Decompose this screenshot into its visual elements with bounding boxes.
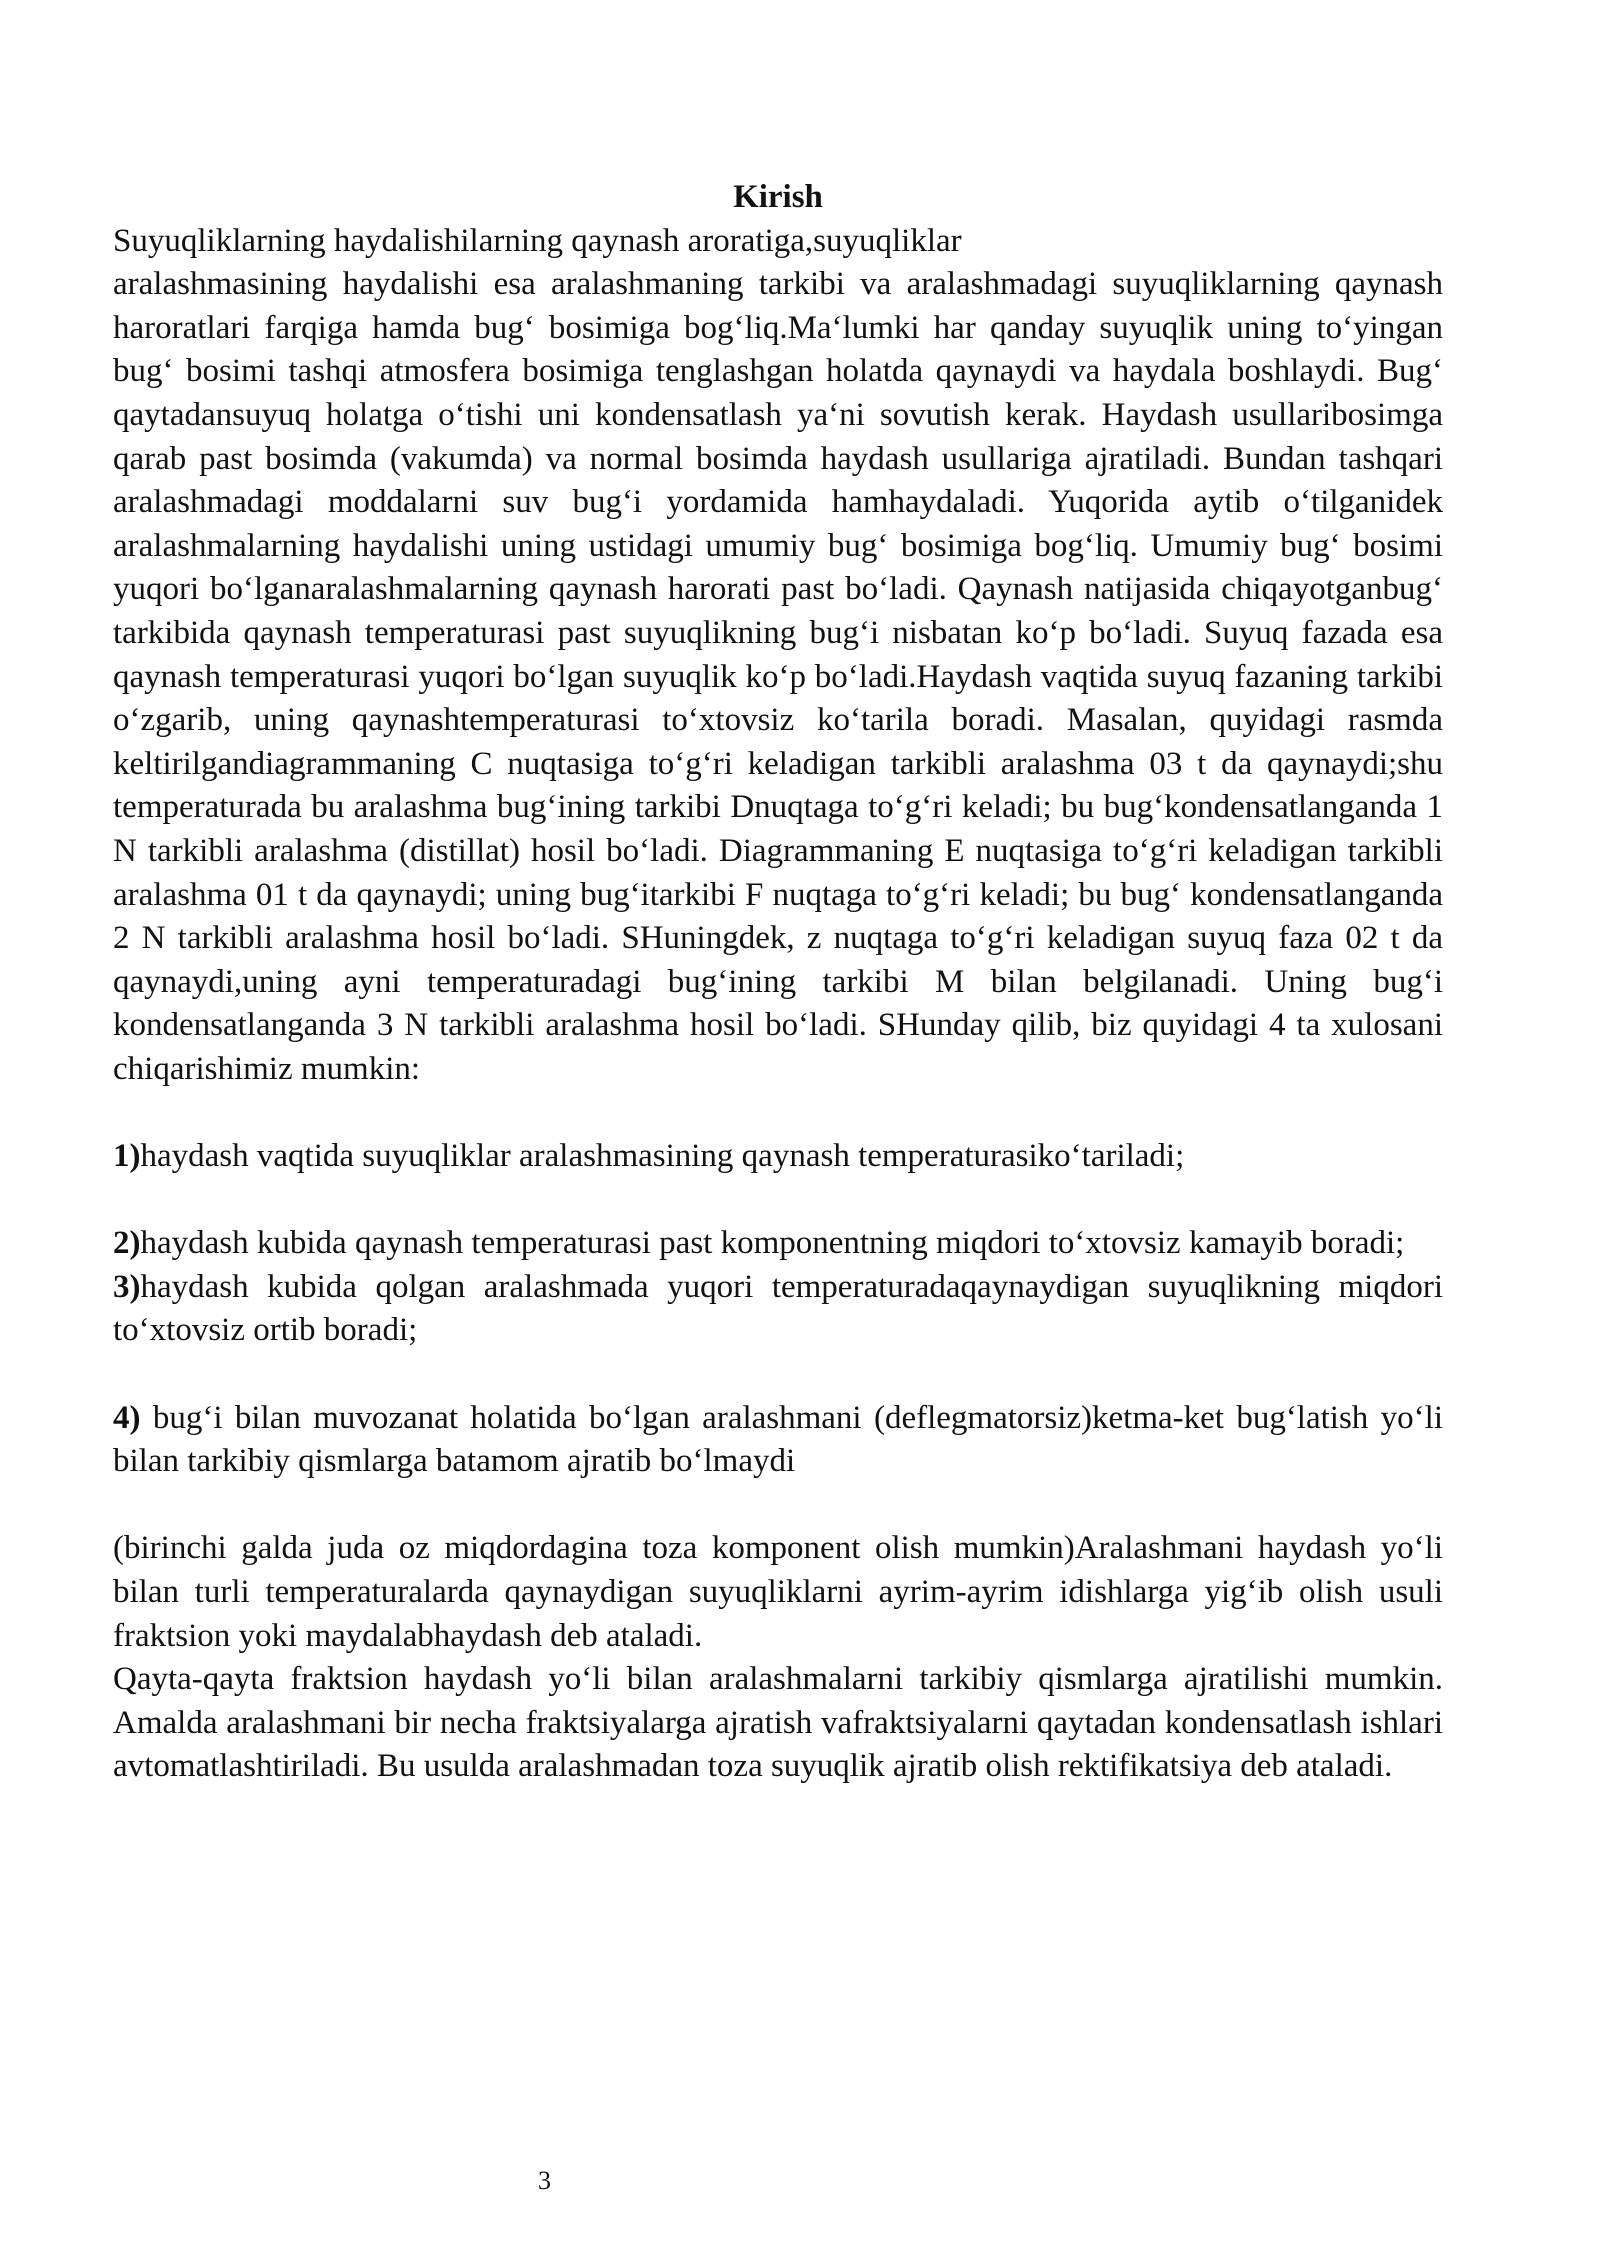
list-text: haydash vaqtida suyuqliklar aralashmasining qaynash temperaturasiko‘tariladi; — [140, 1138, 1185, 1175]
list-number: 4) — [113, 1399, 141, 1436]
page-title: Kirish — [733, 179, 823, 215]
spacer — [113, 1484, 1443, 1528]
page-number: 3 — [538, 2166, 551, 2195]
paragraph-fractional-distillation: (birinchi galda juda oz miqdordagina toza komponent olish mumkin)Aralashmani haydash yo‘li bilan turli temperaturalarda qaynaydigan suyuqliklarni ayrim-ayrim idishlarga yig‘ib olish usuli fraktsion yoki maydalabhaydash deb ataladi. — [113, 1530, 1443, 1654]
spacer — [113, 1353, 1443, 1397]
list-item-1 — [113, 1135, 1443, 1179]
intro-paragraph: aralashmasining haydalishi esa aralashmaning tarkibi va aralashmadagi suyuqliklarning qaynash haroratlari farqiga hamda bug‘ bosimiga bog‘liq.Ma‘lumki har qanday suyuqlik uning to‘yingan bug‘ bosimi tashqi atmosfera bosimiga tenglashgan holatda qaynaydi va haydala boshlaydi. Bug‘ qaytadansuyuq holatga o‘tishi uni kondensatlash ya‘ni sovutish kerak. Haydash usullaribosimga qarab past bosimda (vakumda) va normal bosimda haydash usullariga ajratiladi. Bundan tashqari aralashmadagi moddalarni suv bug‘i yordamida hamhaydaladi. Yuqorida aytib o‘tilganidek aralashmalarning haydalishi uning ustidagi umumiy bug‘ bosimiga bog‘liq. Umumiy bug‘ bosimi yuqori bo‘lganaralashmalarning qaynash harorati past bo‘ladi. Qaynash natijasida chiqayotganbug‘ tarkibida qaynash temperaturasi past suyuqlikning bug‘i nisbatan ko‘p bo‘ladi. Suyuq fazada esa qaynash temperaturasi yuqori bo‘lgan suyuqlik ko‘p bo‘ladi.Haydash vaqtida suyuq fazaning tarkibi o‘zgarib, uning qaynashtemperaturasi to‘xtovsiz ko‘tarila boradi. Masalan, quyidagi rasmda keltirilgandiagrammaning C nuqtasiga to‘g‘ri keladigan tarkibli aralashma 03 t da qaynaydi;shu temperaturada bu aralashma bug‘ining tarkibi Dnuqtaga to‘g‘ri keladi; bu bug‘kondensatlanganda 1 N tarkibli aralashma (distillat) hosil bo‘ladi. Diagrammaning E nuqtasiga to‘g‘ri keladigan tarkibli aralashma 01 t da qaynaydi; uning bug‘itarkibi F nuqtaga to‘g‘ri keladi; bu bug‘ kondensatlanganda 2 N tarkibli aralashma hosil bo‘ladi. SHuningdek, z nuqtaga to‘g‘ri keladigan suyuq faza 02 t da qaynaydi,uning ayni temperaturadagi bug‘ining tarkibi M bilan belgilanadi. Uning bug‘i kondensatlanganda 3 N tarkibli aralashma hosil bo‘ladi. SHunday qilib, biz quyidagi 4 ta xulosani chiqarishimiz mumkin: — [113, 266, 1443, 1087]
list-text: haydash kubida qaynash temperaturasi past komponentning miqdori to‘xtovsiz kamayib boradi; — [140, 1225, 1405, 1262]
spacer — [113, 1179, 1443, 1223]
list-item-2 — [113, 1222, 1443, 1266]
list-number: 2) — [113, 1225, 141, 1262]
spacer — [113, 1091, 1443, 1135]
list-text: haydash kubida qolgan aralashmada yuqori temperaturadaqaynaydigan suyuqlikning miqdori to‘xtovsiz ortib boradi; — [113, 1268, 1443, 1349]
list-item-3 — [113, 1266, 1443, 1353]
list-number: 3) — [113, 1268, 141, 1305]
list-text: bug‘i bilan muvozanat holatida bo‘lgan aralashmani (deflegmatorsiz)ketma-ket bug‘latish yo‘li bilan tarkibiy qismlarga batamom ajratib bo‘lmaydi — [113, 1399, 1443, 1480]
document-body — [113, 176, 1443, 1789]
list-number: 1) — [113, 1138, 141, 1175]
intro-first-line: Suyuqliklarning haydalishilarning qaynash aroratiga,suyuqliklar — [113, 222, 962, 259]
paragraph-rectification: Qayta-qayta fraktsion haydash yo‘li bilan aralashmalarni tarkibiy qismlarga ajratilishi mumkin. Amalda aralashmani bir necha fraktsiyalarga ajratish vafraktsiyalarni qaytadan kondensatlash ishlari avtomatlashtiriladi. Bu usulda aralashmadan toza suyuqlik ajratib olish rektifikatsiya deb ataladi. — [113, 1661, 1443, 1785]
list-item-4 — [113, 1397, 1443, 1484]
